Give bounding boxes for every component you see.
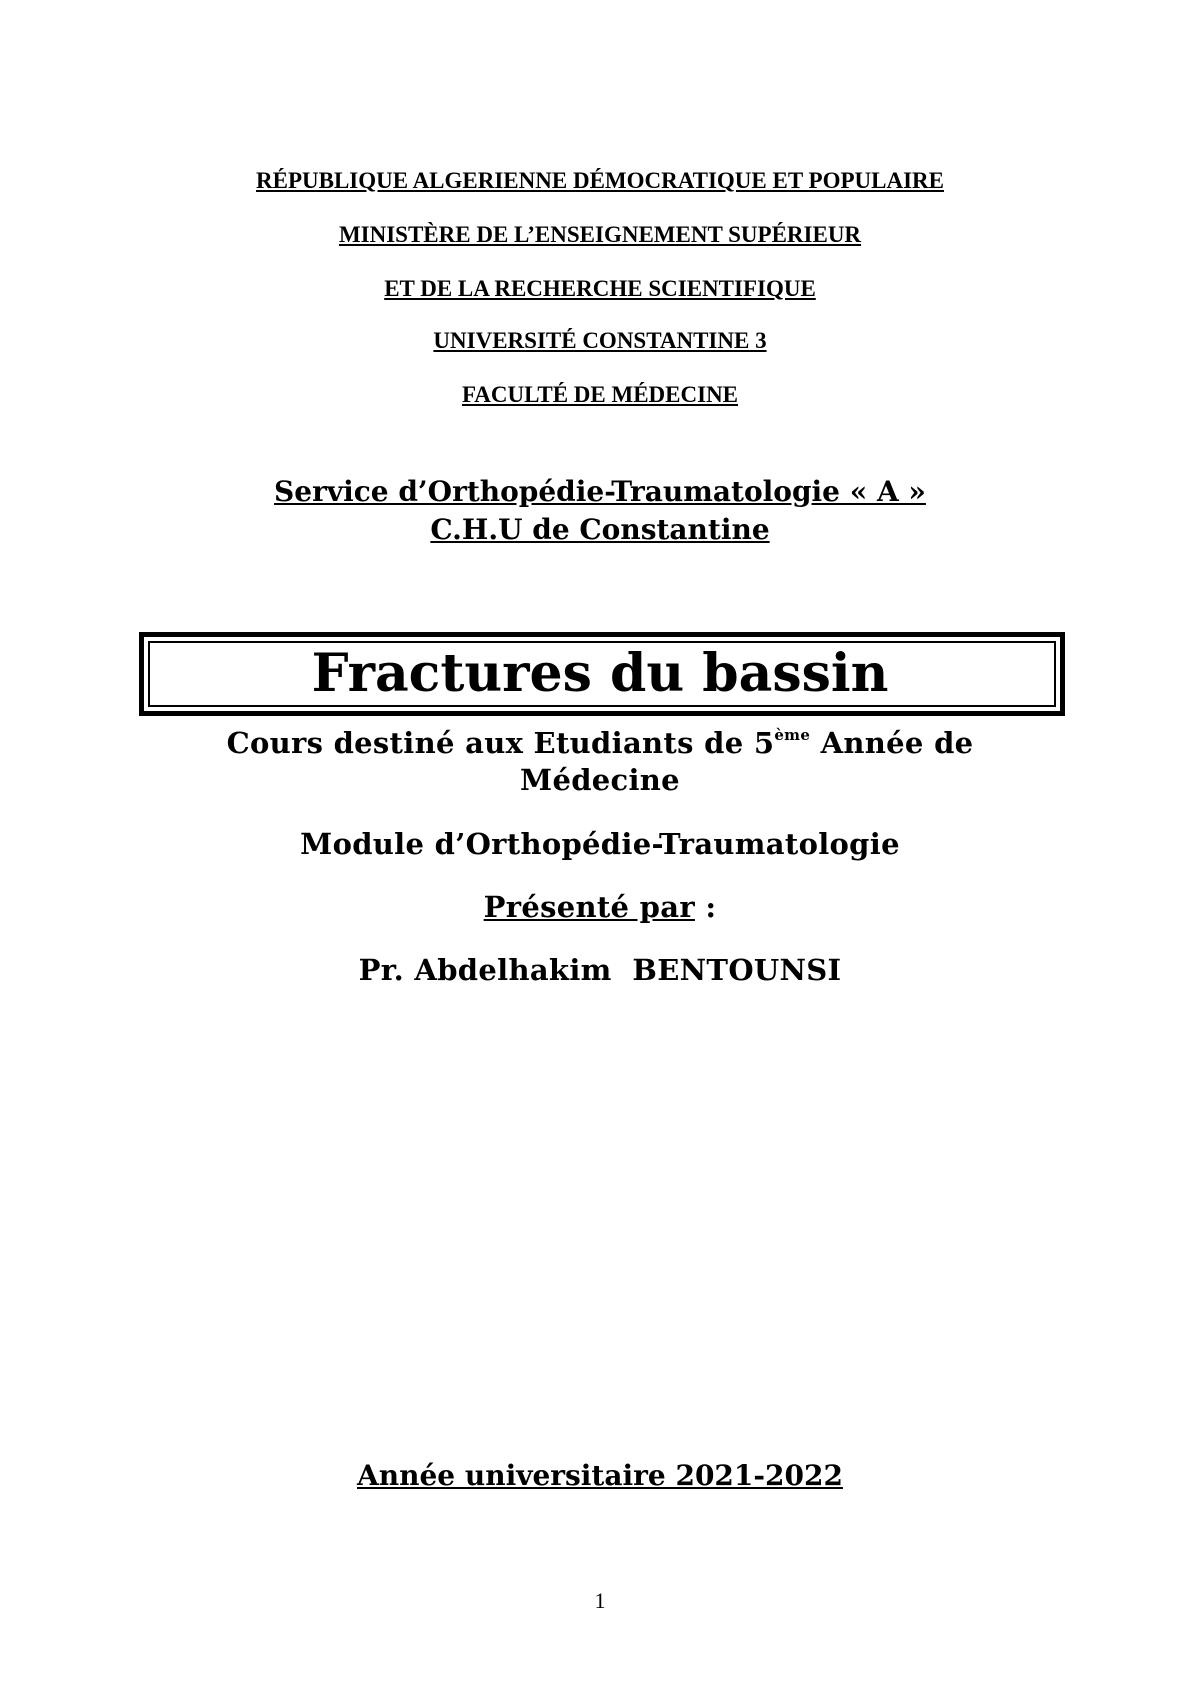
university-heading: UNIVERSITÉ CONSTANTINE 3: [433, 328, 767, 353]
faculty-heading: FACULTÉ DE MÉDECINE: [461, 382, 739, 407]
presented-by-label: Présenté par: [483, 890, 695, 924]
course-audience-text: Cours destiné aux Etudiants de 5: [226, 726, 775, 760]
course-audience-line2: Médecine: [520, 763, 680, 797]
presented-by: [0, 890, 1200, 924]
author-name: Pr. Abdelhakim BENTOUNSI: [358, 953, 842, 987]
research-heading: ET DE LA RECHERCHE SCIENTIFIQUE: [384, 276, 816, 301]
ministry-heading: MINISTÈRE DE L’ENSEIGNEMENT SUPÉRIEUR: [338, 222, 862, 247]
service-name: Service d’Orthopédie-Traumatologie « A »: [274, 475, 926, 508]
presented-by-colon: :: [694, 890, 717, 924]
course-ordinal-superscript: ème: [774, 726, 811, 744]
module-name: Module d’Orthopédie-Traumatologie: [300, 827, 900, 861]
republic-heading: RÉPUBLIQUE ALGERIENNE DÉMOCRATIQUE ET POPULAIRE: [256, 168, 944, 193]
page-number: 1: [594, 1588, 606, 1613]
course-audience-text-end: Année de: [810, 726, 974, 760]
course-audience: [0, 726, 1200, 760]
academic-year: Année universitaire 2021-2022: [357, 1459, 843, 1492]
hospital-name: C.H.U de Constantine: [430, 513, 770, 546]
document-title: Fractures du bassin: [311, 643, 889, 704]
